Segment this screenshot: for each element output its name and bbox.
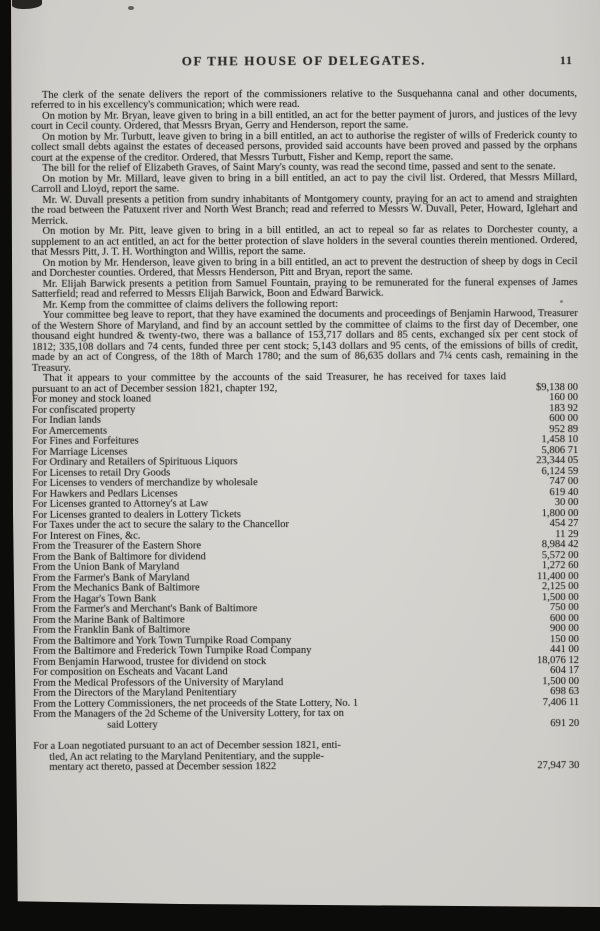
row-amount: 18,076 12 [536, 654, 579, 666]
scan-edge-left [0, 0, 18, 931]
row-label-line: From the Medical Professors of the University of Maryland [33, 676, 284, 689]
row-amount: 600 00 [549, 413, 579, 425]
row-amount: 8,984 42 [541, 539, 579, 551]
row-label-line: For Amercements [32, 425, 108, 437]
ledger-row [33, 740, 579, 773]
row-label-line: For Licenses granted to Attorney's at Law [32, 498, 209, 510]
row-label [32, 372, 514, 395]
paragraph: On motion by Mr. Henderson, leave given to bring in a bill entitled, an act to prevent the destruction of sheep by dogs in Cecil and Dorchester counties. Ordered, that Messrs Henderson, Pitt and Bryan, report the same. [31, 255, 578, 279]
paragraph: On motion by Mr. Pitt, leave given to bring in a bill entitled, an act to repeal so far as relates to Dorchester county, a supplement to an act entitled, an act for the better protection of slave holders in the several counties therein mentioned. Ordered, that Messrs Pitt, J. T. H. Worthington and Willis, report the same. [31, 224, 578, 258]
paragraph: Mr. W. Duvall presents a petition from sundry inhabitants of Montgomery county, praying for an act to amend and straighten the road between the Patuxent river and North West Branch; read and referred to Messrs W. Duvall, Peter, Howard, Iglehart and Merrick. [31, 192, 578, 227]
row-label-line: From the Directors of the Maryland Penitentiary [33, 687, 237, 699]
scan-edge-bottom [0, 901, 600, 931]
paragraph: On motion by Mr. Millard, leave given to bring in a bill entitled, an act to pay the civil list. Ordered, that Messrs Millard, Carroll and Lloyd, report the same. [31, 171, 578, 195]
row-amount: 600 00 [549, 612, 579, 624]
page-number: 11 [559, 55, 573, 68]
row-amount: 619 40 [549, 486, 579, 498]
paragraph: The clerk of the senate delivers the report of the commissioners relative to the Susquehanna canal and other documents, referred to in his excellency's communication; which were read. [30, 87, 577, 111]
ledger-row [33, 708, 579, 731]
row-label-line: From the Baltimore and York Town Turnpike Road Company [32, 634, 292, 647]
row-label-line: From the Managers of the 2d Scheme of the University Lottery, for tax on [33, 707, 344, 720]
row-amount: 11,400 00 [537, 570, 579, 582]
row-amount: 6,124 59 [541, 465, 579, 477]
row-label-line: From the Lottery Commissioners, the net proceeds of the State Lottery, No. 1 [33, 697, 359, 710]
row-label-line: From the Union Bank of Maryland [32, 561, 180, 573]
row-amount: 2,125 00 [541, 581, 579, 593]
row-amount: 7,406 11 [542, 696, 580, 708]
row-amount: 1,800 00 [541, 507, 579, 519]
row-label-line: From the Farmer's and Merchant's Bank of Baltimore [32, 603, 258, 615]
row-label-line: That it appears to your committee by the accounts of the said Treasurer, he has received for taxes laid pursuant to an act of December session 1821, chapter 192, [31, 371, 506, 395]
row-amount: 691 20 [550, 717, 580, 729]
ledger-intro-row [32, 372, 578, 395]
running-title: OF THE HOUSE OF DELEGATES. [181, 52, 426, 69]
row-label-line: For Fines and Forfeitures [32, 435, 139, 447]
row-amount: 454 27 [549, 518, 579, 530]
paragraph: Mr. Kemp from the committee of claims delivers the following report: [42, 298, 339, 311]
page-header [31, 52, 577, 69]
row-amount: 747 00 [549, 476, 579, 488]
row-label [33, 740, 515, 773]
row-label-line: From the Franklin Bank of Baltimore [32, 624, 191, 636]
row-label-line: For Marriage Licenses [32, 446, 128, 458]
row-label-line: For Interest on Fines, &c. [32, 530, 141, 542]
row-amount: 952 89 [549, 423, 579, 435]
row-label-line: For Licenses to retail Dry Goods [32, 466, 171, 479]
row-amount: 1,500 00 [541, 591, 579, 603]
row-label-line: mentary act thereto, passed at December session 1822 [49, 761, 277, 773]
row-amount: 27,947 30 [537, 760, 580, 772]
row-label-line: For confiscated property [32, 404, 136, 416]
row-label-line: From the Marine Bank of Baltimore [32, 613, 185, 626]
row-amount: 1,272 60 [541, 560, 579, 572]
row-amount: 11 29 [555, 528, 579, 540]
row-label-line: For Hawkers and Pedlars Licenses [32, 487, 178, 500]
page-body [31, 89, 578, 374]
row-label-line: From the Treasurer of the Eastern Shore [32, 540, 202, 552]
treasury-ledger [32, 372, 579, 773]
row-label-line: For Indian lands [32, 414, 101, 426]
row-amount: 604 17 [550, 665, 580, 677]
row-label-line: For money and stock loaned [32, 393, 152, 405]
row-amount: 1,500 00 [542, 675, 580, 687]
row-label-line: For composition on Escheats and Vacant Land [32, 666, 228, 678]
row-amount: 23,344 05 [536, 455, 579, 467]
paragraph: On motion by Mr. Bryan, leave given to bring in a bill entitled, an act for the better payment of jurors, and justices of the levy court in Cecil county. Ordered, that Messrs Bryan, Gerry and Henderson, report the same. [31, 108, 578, 132]
row-label-line: From the Baltimore and Frederick Town Turnpike Road Company [32, 644, 312, 657]
row-amount: 750 00 [549, 602, 579, 614]
row-amount: 160 00 [549, 392, 579, 404]
row-label-line: From the Bank of Baltimore for dividend [32, 550, 206, 563]
row-amount: 30 00 [554, 497, 579, 509]
row-amount: 900 00 [549, 623, 579, 635]
row-amount: 150 00 [549, 633, 579, 645]
row-label-line: For Taxes under the act to secure the salary to the Chancellor [32, 519, 290, 531]
page-content [31, 0, 580, 773]
row-label-line: For Licenses granted to dealers in Lottery Tickets [32, 508, 241, 521]
row-label [33, 708, 515, 731]
row-label-line: From the Farmer's Bank of Maryland [32, 571, 190, 584]
paragraph: Mr. Elijah Barwick presents a petition from Samuel Fountain, praying to be remunerated for the funeral expenses of James Satterfield; read and referred to Messrs Elijah Barwick, Boon and Edward Barwick. [31, 276, 578, 300]
row-label-line: For Licenses to venders of merchandize by wholesale [32, 477, 258, 489]
row-label-line: For a Loan negotiated pursuant to an act of December session 1821, enti- [33, 739, 341, 752]
row-amount: 5,572 00 [541, 549, 579, 561]
row-amount: 1,458 10 [541, 434, 579, 446]
paragraph: The bill for the relief of Elizabeth Graves, of Saint Mary's county, was read the second time, passed and sent to the senate. [42, 161, 556, 174]
row-amount: $9,138 00 [535, 381, 579, 393]
row-label-line: For Ordinary and Retailers of Spirituous Liquors [32, 456, 238, 468]
paragraph: Your committee beg leave to report, that they have examined the documents and proceedings of Benjamin Harwood, Treasurer of the Western Shore of Maryland, and find by an account settled by the committee of claims to the first day of December, one thousand eight hundred & twenty-two, there was a ballance of 153,717 dollars and 85 cents, exchanged six per cent stock of 1812; 335,108 dollars and 74 cents, funded three per cent stock; 5,143 dollars and 95 cents, of the emissions of bills of credit, made by an act of Congress, of the 18th of March 1780; and the sum of 86,635 dollars and 7¼ cents cash, remaining in the Treasury. [31, 308, 578, 374]
row-amount: 5,806 71 [541, 444, 579, 456]
row-amount: 698 63 [550, 686, 580, 698]
row-label-line: said Lottery [107, 719, 158, 731]
row-label-line: From the Mechanics Bank of Baltimore [32, 582, 200, 594]
row-label-line: From Benjamin Harwood, trustee for dividend on stock [32, 655, 267, 668]
paragraph: On motion by Mr. Turbutt, leave given to bring in a bill entitled, an act to authorise the register of wills of Frederick county to collect small debts against the estates of deceased persons, provided said accounts have been proved and passed by the orphans court at the expense of the creditor. Ordered, that Messrs Turbutt, Fisher and Kemp, report the same. [31, 129, 578, 164]
row-amount: 441 00 [550, 644, 579, 656]
row-label-line: From the Hagar's Town Bank [32, 593, 157, 605]
row-amount: 183 92 [549, 402, 579, 414]
row-label-line: tled, An act relating to the Maryland Penitentiary, and the supple- [49, 750, 324, 763]
